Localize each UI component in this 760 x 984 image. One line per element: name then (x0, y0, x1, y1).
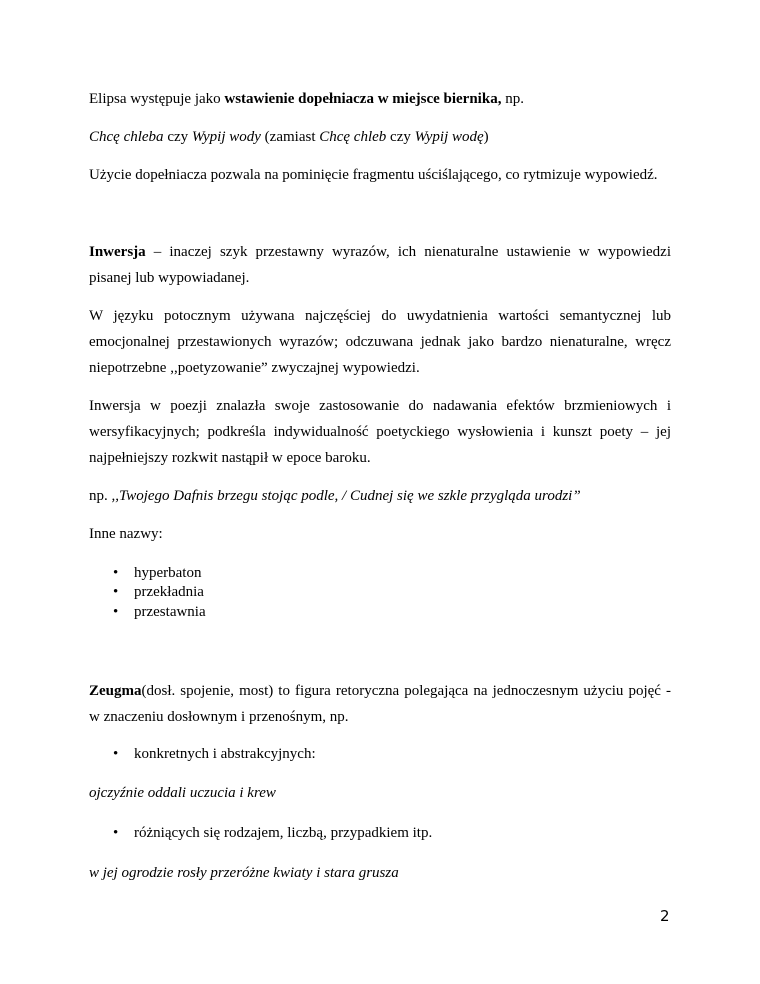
zeugma-example-1 (89, 784, 276, 802)
text-run: czy (386, 129, 415, 145)
other-names-label: Inne nazwy: (89, 526, 163, 542)
inversion-paragraph-2-line-1: W języku potocznym używana najczęściej do uwydatnienia wartości semantycznej lub (89, 308, 671, 324)
inversion-definition-line-1 (89, 243, 671, 261)
zeugma-definition-line-1 (89, 682, 671, 700)
text-run: np. (501, 91, 524, 107)
page-number: 2 (660, 907, 670, 925)
inversion-paragraph-3-line-3: najpełniejszy rozkwit nastąpił w epoce baroku. (89, 450, 371, 466)
text-run: czy (163, 129, 192, 145)
text-run: Elipsa występuje jako (89, 91, 225, 107)
list-item-label: przekładnia (134, 584, 204, 600)
example-italic: ojczyźnie oddali uczucia i krew (89, 785, 276, 801)
ellipsis-paragraph-1 (89, 90, 524, 108)
text-run: ) (483, 129, 489, 145)
text-run: np. (89, 488, 112, 504)
term-zeugma: Zeugma (89, 683, 142, 699)
list-item-label: różniących się rodzajem, liczbą, przypadkiem itp. (134, 825, 433, 841)
text-run: – inaczej szyk przestawny wyrazów, ich nienaturalne ustawienie w wypowiedzi (145, 244, 671, 260)
inversion-paragraph-2-line-3: niepotrzebne ,,poetyzowanie” zwyczajnej wypowiedzi. (89, 360, 420, 376)
inversion-paragraph-3-line-2: wersyfikacyjnych; podkreśla indywidualność poetyckiego wysłowienia i kunszt poety – jej (89, 424, 671, 440)
term-inwersja: Inwersja (89, 244, 146, 260)
list-item-label: konkretnych i abstrakcyjnych: (134, 746, 316, 762)
bullet-icon: • (113, 584, 119, 600)
bullet-icon: • (113, 746, 119, 762)
inversion-example (89, 487, 581, 505)
bold-run: wstawienie dopełniacza w miejsce biernika, (224, 91, 502, 107)
ellipsis-paragraph-3: Użycie dopełniacza pozwala na pominięcie fragmentu uściślającego, co rytmizuje wypowiedź. (89, 167, 658, 183)
zeugma-example-2 (89, 864, 399, 882)
list-item-label: hyperbaton (134, 565, 202, 581)
bullet-icon: • (113, 825, 119, 841)
ellipsis-example (89, 128, 489, 146)
text-run: (dosł. spojenie, most) to figura retoryczna polegająca na jednoczesnym użyciu pojęć - (141, 683, 671, 699)
text-run: (zamiast (260, 129, 320, 145)
bullet-icon: • (113, 565, 119, 581)
bullet-icon: • (113, 604, 119, 620)
inversion-paragraph-3-line-1: Inwersja w poezji znalazła swoje zastosowanie do nadawania efektów brzmieniowych i (89, 398, 671, 414)
inversion-paragraph-2-line-2: emocjonalnej przestawionych wyrazów; odczuwana jednak jako bardzo nienaturalne, wręcz (89, 334, 671, 350)
list-item-label: przestawnia (134, 604, 206, 620)
italic-run: Wypij wody (191, 129, 261, 145)
inversion-definition-line-2: pisanej lub wypowiadanej. (89, 270, 250, 286)
example-italic: w jej ogrodzie rosły przeróżne kwiaty i stara grusza (89, 865, 399, 881)
zeugma-definition-line-2: w znaczeniu dosłownym i przenośnym, np. (89, 709, 349, 725)
italic-run: Chcę chleb (319, 129, 387, 145)
poem-quote: ,,Twojego Dafnis brzegu stojąc podle, / Cudnej się we szkle przygląda urodzi” (111, 488, 581, 504)
italic-run: Wypij wodę (414, 129, 484, 145)
italic-run: Chcę chleba (89, 129, 164, 145)
